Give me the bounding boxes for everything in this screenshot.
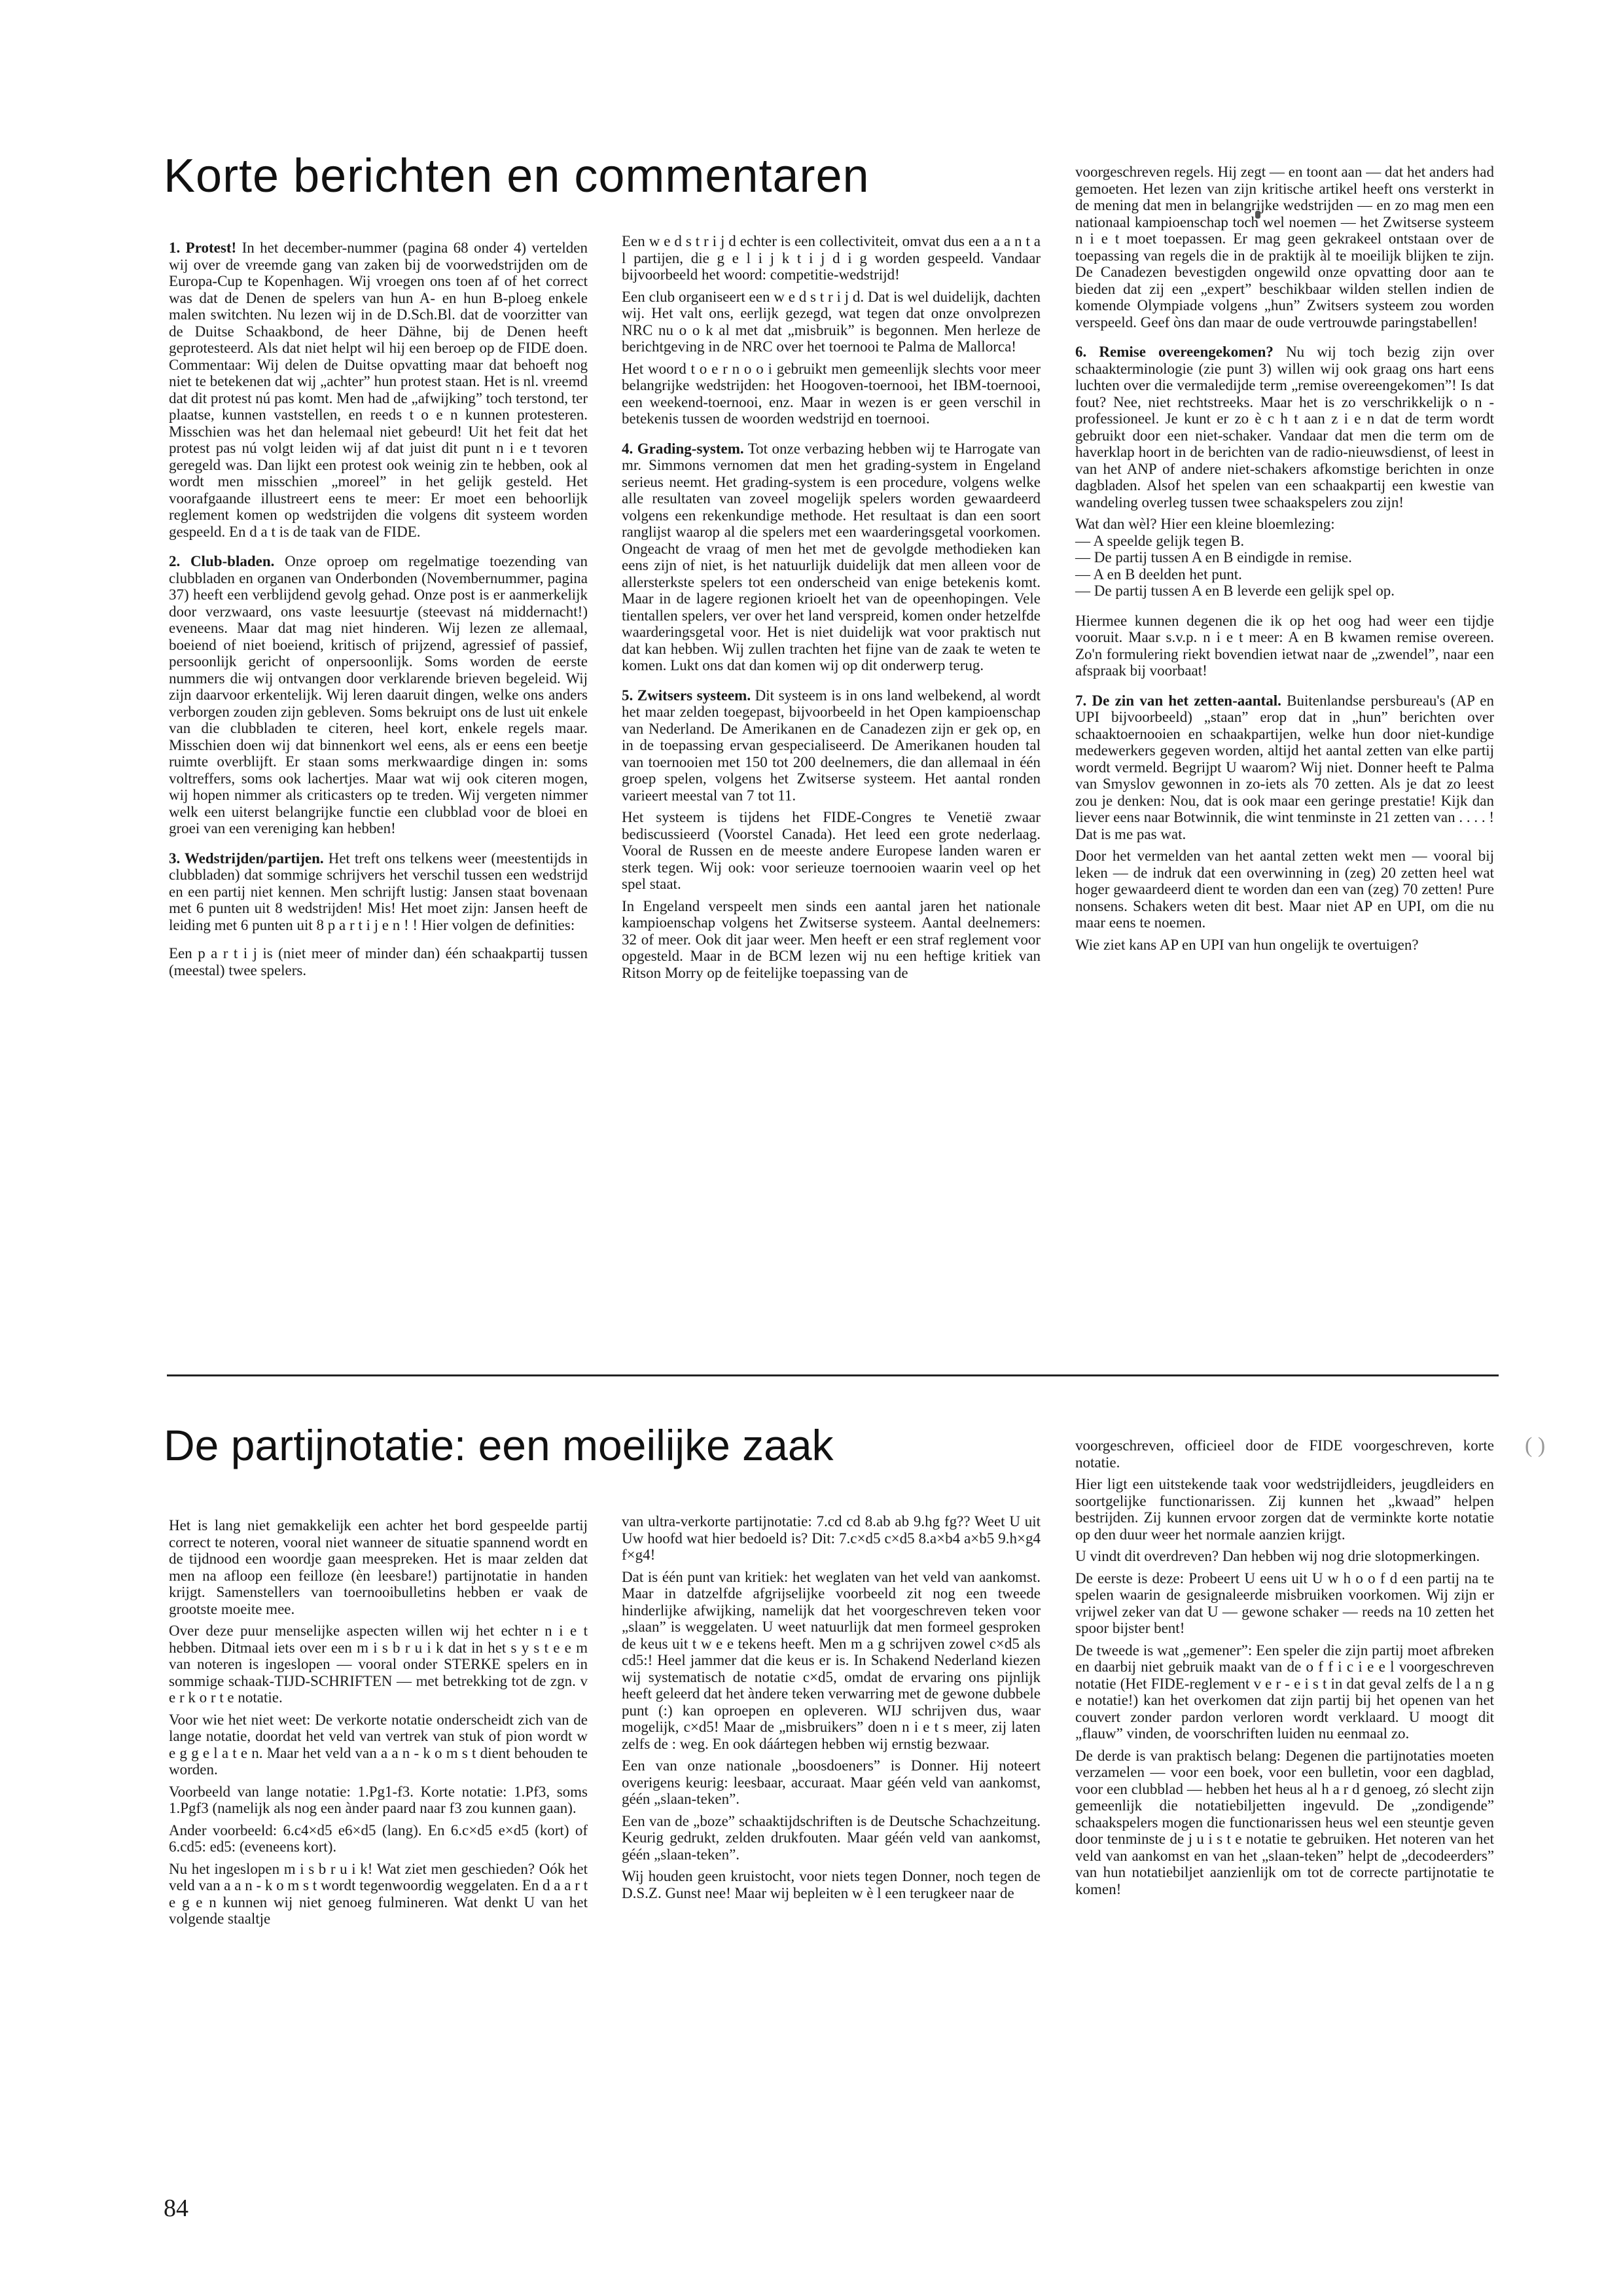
- paragraph-wie-ziet-kans: Wie ziet kans AP en UPI van hun ongelijk te overtuigen?: [1075, 936, 1419, 953]
- article-title-korte-berichten: Korte berichten en commentaren: [164, 150, 870, 202]
- paragraph-heading: 3. Wedstrijden/partijen.: [169, 850, 324, 867]
- paragraph-text: Onze oproep om regelmatige toezending van clubbladen en organen van Onderbonden (Novembernummer, pagina 37) heeft een verblijdend gevolg gehad. Onze post is er aanmerkelijk door verzwaard, ons vaste leesuurtje (steevast ná middernacht!) eveneens. Maar dat mag niet hinderen. Wij lezen ze allemaal, boeiend of niet boeiend, kritisch of prijzend, agressief of passief, persoonlijk gericht of onpersoonlijk. Soms worden de eerste nummers die wij ontvangen door verklarende brieven begeleid. Wij zijn daarvoor erkentelijk. Wij leren daaruit dingen, welke ons anders verborgen zouden zijn gebleven. Soms bekruipt ons de lust uit enkele van die clubbladen te citeren, heel kort, enkele regels maar. Misschien doen wij dat binnenkort wel eens, als er eens een beetje ruimte overblijft. Er staan soms merkwaardige dingen in: soms voltreffers, soms ook lachertjes. Maar wat wij ook citeren mogen, wij hopen nimmer als criticasters op te treden. Wij vergeten nimmer welk een uiterst belangrijke functie een clubblad voor de bloei en groei van een vereniging kan hebben!: [169, 553, 588, 836]
- paragraph-text: Nu wij toch bezig zijn over schaakterminologie (zie punt 3) willen wij ook graag ons hart eens luchten over die vermaledijde term „remise overeengekomen”! Is dat fout? Nee, niet rechtstreeks. Maar het is zo verschrikkelijk o n -professioneel. Je kunt er zo è c h t aan z i e n dat de term wordt gebruikt door een niet-schaker. Vandaar dat men die term om de haverklap hoort in de berichten van de radio-nieuwsdienst, of leest in van het ANP of andere niet-schakers afkomstige berichten in onze dagbladen. Alsof het spelen van een schaakpartij een kwestie van wandeling overleg tussen twee schaakspelers zou zijn!: [1075, 344, 1494, 511]
- paragraph-club-wedstrijd: Een club organiseert een w e d s t r i j d. Dat is wel duidelijk, dachten wij. Het valt ons, eerlijk gezegd, wat tegen dat onze onvolprezen NRC nu o o k al met dat „misbruik” is begonnen. Men herleze de berichtgeving in de NRC over het toernooi te Palma de Mallorca!: [622, 288, 1041, 355]
- paragraph-heading: 5. Zwitsers systeem.: [622, 687, 751, 704]
- paragraph-voorgeschreven-regels: voorgeschreven regels. Hij zegt — en toont aan — dat het anders had gemoeten. Het lezen van zijn kritische artikel heeft ons versterkt in de mening dat men in belangrijke wedstrijden — en zo mag men een nationaal kampioenschap toch wel noemen — het Zwitserse systeem n i e t moet toepassen. Er mag geen gekrakeel ontstaan over de toepassing van regels die in de praktijk àl te moeilijk blijken te zijn. De Canadezen bevestigden ongewild onze opvatting door aan te bieden dat zij een „expert” beschikbaar wilden stellen indien de komende Olympiade volgens „hun” Zwitsers systeem zou worden verspeeld. Geef òns dan maar de oude vertrouwde paringstabellen!: [1075, 164, 1494, 331]
- paragraph-text: In het december-nummer (pagina 68 onder 4) vertelden wij over de vreemde gang van zaken bij de voorwedstrijden om de Europa-Cup te Kopenhagen. Wij vroegen ons toen af of het correct was dat de Denen de spelers van hun A- en hun B-ploeg enkele malen switchten. Nu lezen wij in de D.Sch.Bl. dat de voorzitter van de Duitse Schaakbond, de heer Dähne, bij de Denen heeft geprotesteerd. Als dat niet helpt wil hij een beroep op de FIDE doen. Commentaar: Wij delen de Duitse opvatting maar dat behoeft nog niet te betekenen dat wij „achter” hun protest staan. Het is nl. vreemd dat dit protest nú pas komt. Men had de „afwijking” toch terstond, ter plaatse, kunnen vaststellen, en reeds t o e n kunnen protesteren. Misschien was het dan helemaal niet gebeurd! Uit het feit dat het protest pas nú volgt leiden wij af dat juist dit punt n i e t tevoren geregeld was. Dan lijkt een protest ook weinig zin te hebben, ook al wordt men misschien „moreel” in het gelijk gesteld. Het voorafgaande illustreert eens te meer: Er moet een behoorlijk reglement komen op wedstrijden die volgens dit systeem worden gespeeld. En d a t is de taak van de FIDE.: [169, 240, 588, 540]
- paragraph: Nu het ingeslopen m i s b r u i k! Wat ziet men geschieden? Oók het veld van a a n - k o m s t wordt tegenwoordig weggelaten. En d a a r t e g e n kunnen wij niet genoeg fulmineren. Wat denkt U van het volgende staaltje: [169, 1860, 588, 1927]
- paragraph: Een van de „boze” schaaktijdschriften is de Deutsche Schachzeitung. Keurig gedrukt, zelden drukfouten. Maar géén veld van aankomst, géén „slaan-teken”.: [622, 1812, 1041, 1863]
- paragraph: U vindt dit overdreven? Dan hebben wij nog drie slotopmerkingen.: [1075, 1548, 1480, 1564]
- article2-column-2: [622, 1513, 1041, 1914]
- list-item: — De partij tussen A en B eindigde in remise.: [1075, 549, 1352, 565]
- paragraph-text: Dit systeem is in ons land welbekend, al wordt het maar zelden toegepast, bijvoorbeeld in het Open kampioenschap van Nederland. De Amerikanen en de Canadezen zijn er gek op, en in de toepassing ervan gespecialiseerd. De Amerikanen houden tal van toernooien met 150 tot 200 deelnemers, die dan allemaal in één groep spelen, volgens het Zwitserse systeem. Het aantal ronden varieert meestal van 7 tot 11.: [622, 687, 1041, 804]
- article1-column-3: [1075, 164, 1494, 966]
- paragraph: De eerste is deze: Probeert U eens uit U w h o o f d een partij na te spelen waarin de gesignaleerde misbruiken voorkomen. Wij zijn er vrijwel zeker van dat U — gewone schaker — reeds na 10 zetten het spoor bijster bent!: [1075, 1570, 1494, 1636]
- paragraph: Wij houden geen kruistocht, voor niets tegen Donner, noch tegen de D.S.Z. Gunst nee! Maar wij bepleiten w è l een terugkeer naar de: [622, 1868, 1041, 1901]
- paragraph-hiermee: Hiermee kunnen degenen die ik op het oog had weer een tijdje vooruit. Maar s.v.p. n i e t meer: A en B kwamen remise overeen. Zo'n formulering riekt bovendien ietwat naar de „zwendel”, naar een afspraak bij voorbaat!: [1075, 612, 1494, 679]
- margin-mark: ( ): [1525, 1433, 1546, 1458]
- paragraph-definition-wedstrijd: Een w e d s t r i j d echter is een collectiviteit, omvat dus een a a n t a l partijen, die g e l i j k t i j d i g worden gespeeld. Vandaar bijvoorbeeld het woord: competitie-wedstrijd!: [622, 233, 1041, 283]
- paragraph-heading: 6. Remise overeengekomen?: [1075, 344, 1274, 360]
- paragraph-toernooi: Het woord t o e r n o o i gebruikt men gemeenlijk slechts voor meer belangrijke wedstrijden: het Hoogoven-toernooi, het IBM-toernooi, een weekend-toernooi, enz. Maar in wezen is er geen verschil in betekenis tussen de woorden wedstrijd en toernooi.: [622, 360, 1041, 427]
- paragraph-wat-dan-wel: Wat dan wèl? Hier een kleine bloemlezing:: [1075, 516, 1335, 532]
- paragraph-wedstrijden: [169, 850, 588, 934]
- paragraph: Het is lang niet gemakkelijk een achter het bord gespeelde partij correct te noteren, vooral niet wanneer de situatie spannend wordt en de tijdnood een woordje gaan meespreken. Het is maar zelden dat men na afloop een feilloze (èn leesbare!) partijnotatie in handen krijgt. Samenstellers van toernooibulletins hebben er vaak de grootste moeite mee.: [169, 1517, 588, 1617]
- paragraph: voorgeschreven, officieel door de FIDE voorgeschreven, korte notatie.: [1075, 1437, 1494, 1471]
- paragraph-vermelden: Door het vermelden van het aantal zetten wekt men — vooral bij leken — de indruk dat een overwinning in (zeg) 20 zetten heel wat hoger gewaardeerd dient te worden dan een van (zeg) 70 zetten! Pure nonsens. Schakers weten dit best. Maar niet AP en UPI, om die nu maar eens te noemen.: [1075, 848, 1494, 931]
- article1-column-1: [169, 240, 588, 992]
- paragraph-remise-overeengekomen: [1075, 344, 1494, 511]
- paragraph-text: Het treft ons telkens weer (meestentijds in clubbladen) dat sommige schrijvers het verschil tussen een wedstrijd en een partij niet kennen. Men schrijft lustig: Jansen staat bovenaan met 6 punten uit 8 wedstrijden! Mis! Het moet zijn: Jansen heeft de leiding met 6 punten uit 8 p a r t i j e n ! ! Hier volgen de definities:: [169, 850, 588, 933]
- paragraph-heading: 2. Club-bladen.: [169, 553, 275, 569]
- paragraph-heading: 4. Grading-system.: [622, 440, 744, 457]
- list-item: — A en B deelden het punt.: [1075, 565, 1242, 583]
- article2-column-3: [1075, 1437, 1494, 1910]
- paragraph: De derde is van praktisch belang: Degenen die partijnotaties moeten verzamelen — voor een boek, voor een bulletin, voor een dagblad, voor een clubblad — hebben het heus al h a r d genoeg, zó slecht zijn gemeenlijk die notatiebiljetten ingevuld. De „zondigende” schaakspelers mogen die functionarissen heus wel een steuntje geven door tenminste de j u i s t e notatie te gebruiken. Het noteren van het veld van aankomst en van het „slaan-teken” helpt de „decodeerders” van hun notatiebiljet aanzienlijk om tot de correcte partijnotatie te komen!: [1075, 1747, 1494, 1897]
- paragraph-protest: [169, 240, 588, 540]
- article-title-partijnotatie: De partijnotatie: een moeilijke zaak: [164, 1421, 834, 1469]
- paragraph: Een van onze nationale „boosdoeners” is Donner. Hij noteert overigens keurig: leesbaar, accuraat. Maar géén veld van aankomst, géén „slaan-teken”.: [622, 1757, 1041, 1807]
- paragraph-text: Tot onze verbazing hebben wij te Harrogate van mr. Simmons vernomen dat men het grading-system in Engeland serieus neemt. Het grading-system is een procedure, volgens welke alle resultaten van zoveel mogelijk spelers worden gewaardeerd volgens een rekenkundige methode. Het resultaat is dan een soort ranglijst waarop al die spelers met een waarderingsgetal voorkomen. Ongeacht de vraag of men het met de gevolgde methodieken kan eens zijn of niet, is het natuurlijk duidelijk dat men alleen voor de allersterkste spelers tot een onderscheid van enige betekenis komt. Maar in de lagere regionen krioelt het van de opeenhopingen. Vele tientallen spelers, ver over het land verspreid, komen onder hetzelfde waarderingsgetal voor. Het is niet duidelijk wat voor praktisch nut dat kan hebben. Wij zullen trachten het fijne van de zaak te weten te komen. Lukt ons dat dan komen wij op dit onderwerp terug.: [622, 440, 1041, 673]
- paragraph-text: Buitenlandse persbureau's (AP en UPI bijvoorbeeld) „staan” erop dat in „hun” berichten over schaaktoernooien en schaakpartijen, welke hun door niet-kundige medewerkers gegeven worden, altijd het aantal zetten van elke partij wordt vermeld. Begrijpt U waarom? Wij niet. Donner heeft te Palma van Smyslov gewonnen in zo-iets als 70 zetten. Als je dat zo leest zou je denken: Nou, dat is ook maar een geringe prestatie! Kijk dan liever eens naar Botwinnik, die wint tenminste in 21 zetten van . . . . ! Dat is me pas wat.: [1075, 692, 1495, 842]
- article2-column-1: [169, 1517, 588, 1941]
- section-divider: [167, 1374, 1499, 1376]
- paragraph-zetten-aantal: [1075, 692, 1494, 843]
- bloemlezing-list: [1075, 533, 1494, 600]
- list-item: — De partij tussen A en B leverde een gelijk spel op.: [1075, 583, 1395, 599]
- paragraph-heading: 7. De zin van het zetten-aantal.: [1075, 692, 1281, 709]
- paragraph-grading-system: [622, 440, 1041, 674]
- paragraph: Voorbeeld van lange notatie: 1.Pg1-f3. Korte notatie: 1.Pf3, soms 1.Pgf3 (namelijk als nog een ànder paard naar f3 zou kunnen gaan).: [169, 1783, 588, 1816]
- paragraph-definition-partij: Een p a r t i j is (niet meer of minder dan) één schaakpartij tussen (meestal) twee spelers.: [169, 945, 588, 978]
- paragraph: Voor wie het niet weet: De verkorte notatie onderscheidt zich van de lange notatie, doordat het veld van vertrek van stuk of pion wordt w e g g e l a t e n. Maar het veld van a a n - k o m s t dient behouden te worden.: [169, 1711, 588, 1778]
- list-item: — A speelde gelijk tegen B.: [1075, 532, 1245, 549]
- paragraph-club-bladen: [169, 553, 588, 837]
- paragraph: van ultra-verkorte partijnotatie: 7.cd cd 8.ab ab 9.hg fg?? Weet U uit Uw hoofd wat hier bedoeld is? Dit: 7.c×d5 c×d5 8.a×b4 a×b5 9.h×g4 f×g4!: [622, 1513, 1041, 1563]
- paragraph: Dat is één punt van kritiek: het weglaten van het veld van aankomst. Maar in datzelfde afgrijselijke voorbeeld zit nog een tweede hinderlijke afwijking, namelijk dat het voorgeschreven teken voor „slaan” is weggelaten. U weet natuurlijk dat men formeel gesproken de keus uit t w e e tekens heeft. Men m a g schrijven zowel c×d5 als cd5:! Heel jammer dat die keus er is. In Schakend Nederland kiezen wij systematisch de notatie c×d5, omdat de ervaring ons pijnlijk heeft geleerd dat het àndere teken verwarring met de gewone dubbele punt (:) kan oproepen en opleveren. WIJ schrijven dus, waar mogelijk, c×d5! Maar de „misbruikers” doen n i e t s meer, zij laten zelfs de : weg. En ook dáártegen hebben wij ernstig bezwaar.: [622, 1568, 1041, 1752]
- paragraph: Ander voorbeeld: 6.c4×d5 e6×d5 (lang). En 6.c×d5 e×d5 (kort) of 6.cd5: ed5: (eveneens kort).: [169, 1821, 588, 1855]
- paragraph-heading: 1. Protest!: [169, 240, 237, 256]
- paragraph: De tweede is wat „gemener”: Een speler die zijn partij moet afbreken en daarbij niet gebruik maakt van de o f f i c i e e l voorgeschreven notatie (Het FIDE-reglement v e r - e i s t in dat geval zelfs de l a n g e notatie!) kan het overkomen dat zijn partij bij het openen van het couvert zonder pardon verloren wordt verklaard. U moogt dit „flauw” vinden, de voorschriften luiden nu eenmaal zo.: [1075, 1641, 1494, 1742]
- paragraph-fide-congres: Het systeem is tijdens het FIDE-Congres te Venetië zwaar bediscussieerd (Voorstel Canada). Het leed een grote nederlaag. Vooral de Russen en de meeste andere Europese landen waren er sterk tegen. Wij ook: voor serieuze toernooien waarin veel op het spel staat.: [622, 809, 1041, 892]
- paragraph: Hier ligt een uitstekende taak voor wedstrijdleiders, jeugdleiders en soortgelijke functionarissen. Zij kunnen het „kwaad” helpen bestrijden. Zij kunnen ervoor zorgen dat de verminkte korte notatie op den duur weer het normale aanzien krijgt.: [1075, 1476, 1494, 1543]
- page-number: 84: [164, 2195, 188, 2222]
- paragraph: Over deze puur menselijke aspecten willen wij het echter n i e t hebben. Ditmaal iets over een m i s b r u i k dat in het s y s t e e m van noteren is ingeslopen — vooral onder STERKE spelers en in sommige schaak-TIJD-SCHRIFTEN — met betrekking tot de zgn. v e r k o r t e notatie.: [169, 1623, 588, 1706]
- paragraph-zwitsers-systeem: [622, 687, 1041, 804]
- article1-column-2: [622, 233, 1041, 994]
- paragraph-engeland: In Engeland verspeelt men sinds een aantal jaren het nationale kampioenschap volgens het Zwitserse systeem. Aantal deelnemers: 32 of meer. Ook dit jaar weer. Men heeft er een straf reglement voor opgesteld. Maar in de BCM lezen wij nu een heftige kritiek van Ritson Morry op de feitelijke toepassing van de: [622, 897, 1041, 981]
